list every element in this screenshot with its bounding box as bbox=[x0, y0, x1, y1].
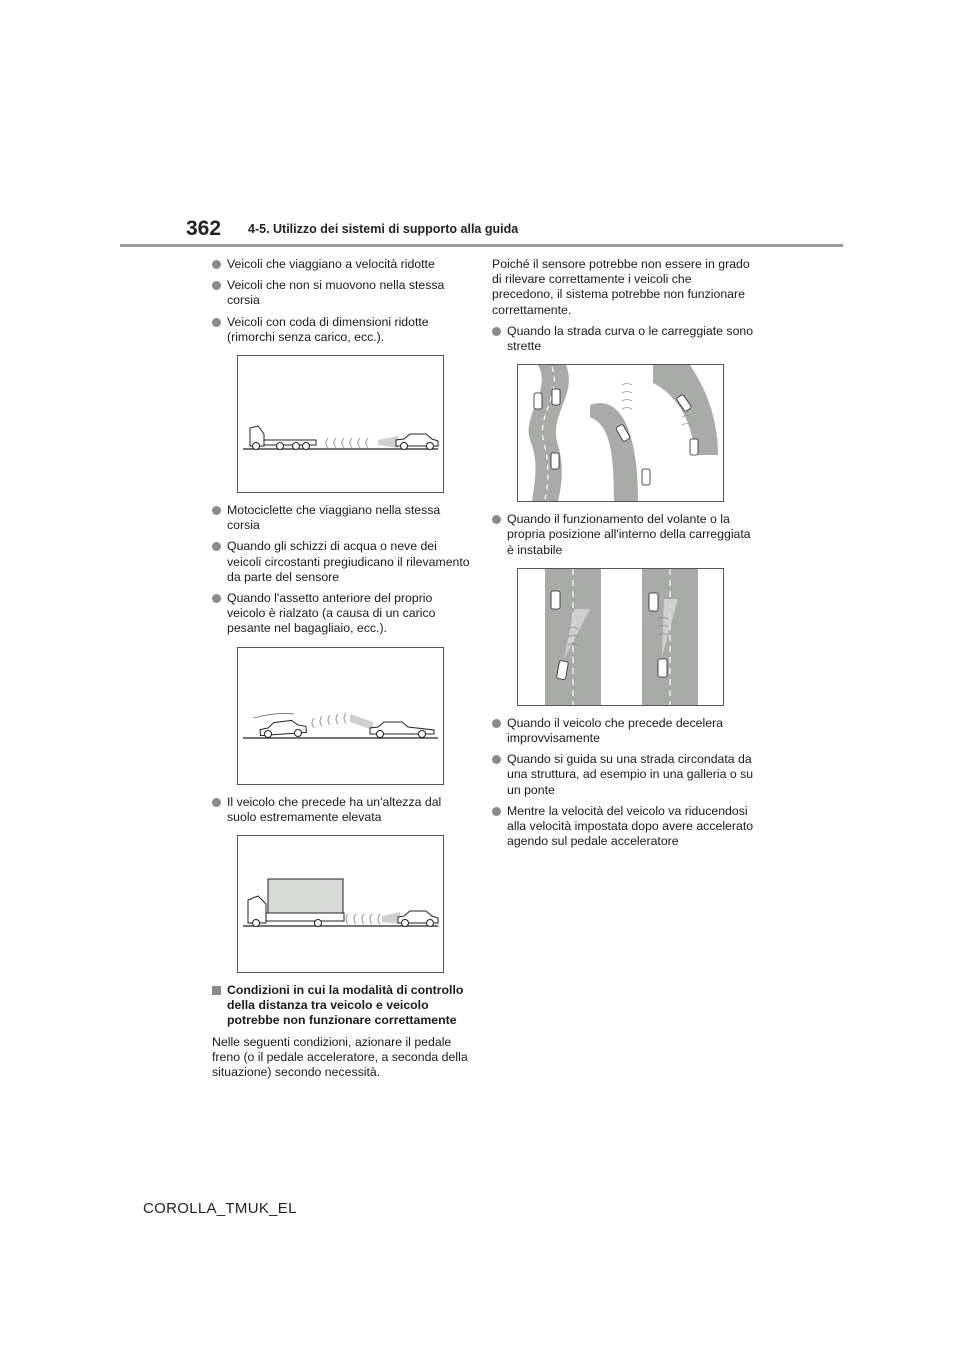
list-item: Quando gli schizzi di acqua o neve dei veicoli circostanti pregiudicano il rilevamento da parte del sensore bbox=[212, 539, 474, 585]
bullet-icon bbox=[212, 594, 221, 603]
illustration-curved-roads bbox=[517, 364, 724, 502]
paragraph: Nelle seguenti condizioni, azionare il pedale freno (o il pedale acceleratore, a seconda della situazione) secondo necessità. bbox=[212, 1034, 468, 1080]
list-item: Motociclette che viaggiano nella stessa corsia bbox=[212, 503, 474, 533]
bullet-icon bbox=[212, 798, 221, 807]
left-column bbox=[212, 257, 474, 1086]
illustration-high-truck bbox=[237, 835, 444, 973]
section-heading: Condizioni in cui la modalità di controllo della distanza tra veicolo e veicolo potrebbe non funzionare correttamente bbox=[212, 983, 474, 1029]
list-item: Il veicolo che precede ha un'altezza dal suolo estremamente elevata bbox=[212, 795, 474, 825]
bullet-icon bbox=[212, 542, 221, 551]
bullet-icon bbox=[492, 327, 501, 336]
bullet-icon bbox=[492, 755, 501, 764]
list-item: Mentre la velocità del veicolo va riducendosi alla velocità impostata dopo avere accelerato agendo sul pedale acceleratore bbox=[492, 804, 754, 850]
list-item: Quando l'assetto anteriore del proprio veicolo è rialzato (a causa di un carico pesante nel bagagliaio, ecc.). bbox=[212, 591, 474, 637]
bullet-icon bbox=[492, 807, 501, 816]
bullet-icon bbox=[492, 515, 501, 524]
right-column bbox=[492, 257, 754, 855]
paragraph: Poiché il sensore potrebbe non essere in grado di rilevare correttamente i veicoli che precedono, il sistema potrebbe non funzionare correttamente. bbox=[492, 257, 750, 317]
list-item: Quando si guida su una strada circondata da una struttura, ad esempio in una galleria o su un ponte bbox=[492, 752, 754, 798]
header-rule bbox=[120, 244, 843, 247]
list-item: Veicoli con coda di dimensioni ridotte (rimorchi senza carico, ecc.). bbox=[212, 315, 474, 345]
illustration-trailer-car bbox=[237, 355, 444, 493]
page-number: 362 bbox=[186, 217, 222, 240]
illustration-raised-car bbox=[237, 647, 444, 785]
section-title: 4-5. Utilizzo dei sistemi di supporto alla guida bbox=[248, 222, 519, 236]
footer-model-code: COROLLA_TMUK_EL bbox=[143, 1200, 297, 1217]
list-item: Quando il veicolo che precede decelera improvvisamente bbox=[492, 716, 754, 746]
bullet-icon bbox=[492, 719, 501, 728]
bullet-icon bbox=[212, 506, 221, 515]
list-item: Veicoli che viaggiano a velocità ridotte bbox=[212, 257, 474, 272]
list-item: Quando il funzionamento del volante o la propria posizione all'interno della carreggiata è instabile bbox=[492, 512, 754, 558]
illustration-unstable-lane bbox=[517, 568, 724, 706]
list-item: Veicoli che non si muovono nella stessa corsia bbox=[212, 278, 474, 308]
square-bullet-icon bbox=[212, 986, 221, 995]
bullet-icon bbox=[212, 281, 221, 290]
list-item: Quando la strada curva o le carreggiate sono strette bbox=[492, 324, 754, 354]
bullet-icon bbox=[212, 260, 221, 269]
bullet-icon bbox=[212, 318, 221, 327]
